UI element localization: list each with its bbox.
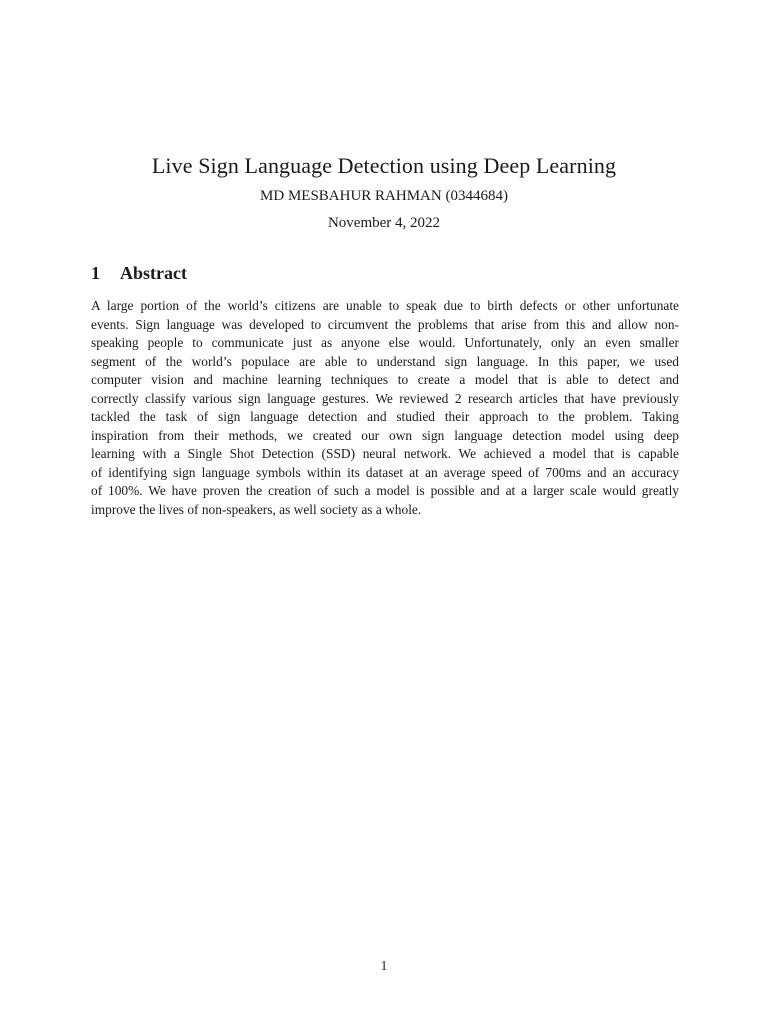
abstract-line: segment of the world’s populace are able to understand sign language. In this paper, we used	[91, 353, 679, 369]
paper-author: MD MESBAHUR RAHMAN (0344684)	[260, 188, 508, 204]
abstract-line: events. Sign language was developed to circumvent the problems that arise from this and allow non-	[91, 316, 679, 332]
abstract-line: correctly classify various sign language gestures. We reviewed 2 research articles that have previously	[91, 390, 679, 406]
abstract-paragraph	[91, 297, 679, 519]
abstract-line: tackled the task of sign language detection and studied their approach to the problem. Taking	[91, 409, 679, 424]
abstract-line: speaking people to communicate just as anyone else would. Unfortunately, only an even smaller	[91, 335, 679, 350]
paper-title: Live Sign Language Detection using Deep Learning	[151, 153, 617, 178]
section-title: Abstract	[120, 263, 187, 283]
abstract-line: A large portion of the world’s citizens are unable to speak due to birth defects or other unfortunate	[91, 298, 679, 313]
page-number: 1	[380, 958, 388, 973]
section-heading-abstract	[91, 261, 187, 285]
abstract-line: inspiration from their methods, we created our own sign language detection model using deep	[91, 427, 679, 443]
section-number: 1	[91, 263, 100, 283]
abstract-line: improve the lives of non-speakers, as well society as a whole.	[91, 501, 422, 517]
abstract-line: of identifying sign language symbols within its dataset at an average speed of 700ms and an accuracy	[91, 464, 679, 480]
abstract-line: of 100%. We have proven the creation of such a model is possible and at a larger scale would greatly	[91, 483, 679, 498]
abstract-line: learning with a Single Shot Detection (SSD) neural network. We achieved a model that is capable	[91, 446, 679, 461]
paper-date: November 4, 2022	[327, 215, 441, 231]
abstract-line: computer vision and machine learning techniques to create a model that is able to detect and	[91, 372, 679, 387]
